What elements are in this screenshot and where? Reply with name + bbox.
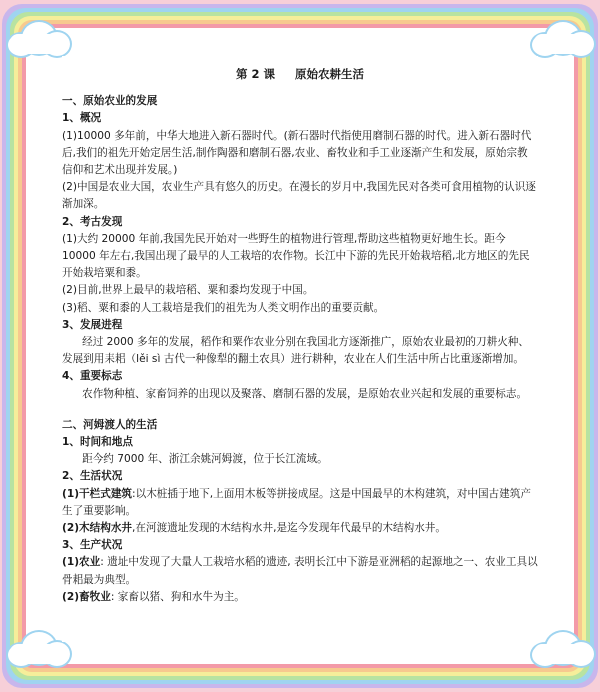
subsection-heading: 1、概况 <box>62 112 102 125</box>
term-text: : 家畜以猪、狗和水牛为主。 <box>110 590 245 603</box>
cloud-decoration-top-left <box>6 20 70 58</box>
paragraph <box>62 589 538 606</box>
term-label: (2)木结构水井 <box>62 522 133 535</box>
paragraph: (2)中国是农业大国，农业生产具有悠久的历史。在漫长的岁月中,我国先民对各类可食用植物的认识逐渐加深。 <box>62 181 536 211</box>
paragraph <box>62 486 538 520</box>
lesson-title <box>62 66 538 83</box>
document-page <box>62 56 538 642</box>
section-heading-2: 二、河姆渡人的生活 <box>62 418 158 431</box>
term-text: : 遗址中发现了大量人工栽培水稻的遗迹, 表明长江中下游是亚洲稻的起源地之一、农业工具以骨耜最为典型。 <box>62 556 538 586</box>
paragraph: 农作物种植、家畜饲养的出现以及聚落、磨制石器的发展，是原始农业兴起和发展的重要标志。 <box>82 387 528 400</box>
cloud-decoration-top-right <box>530 20 594 58</box>
paragraph: (1)10000 多年前，中华大地进入新石器时代。(新石器时代指使用磨制石器的时代。进入新石器时代后,我们的祖先开始定居生活,制作陶器和磨制石器,农业、畜牧业和手工业逐渐产生和发展，原始宗教信仰和艺术出现并发展。) <box>62 129 532 177</box>
term-label: (1)干栏式建筑 <box>62 487 133 500</box>
paragraph <box>62 554 538 588</box>
subsection-heading: 3、发展进程 <box>62 318 123 331</box>
paragraph <box>62 520 538 537</box>
subsection-heading: 2、考古发现 <box>62 215 123 228</box>
section-heading-1: 一、原始农业的发展 <box>62 95 158 108</box>
cloud-decoration-bottom-left <box>6 630 70 668</box>
lesson-number: 第 2 课 <box>235 67 275 81</box>
cloud-decoration-bottom-right <box>530 630 594 668</box>
subsection-heading: 1、时间和地点 <box>62 436 133 449</box>
term-label: (1)农业 <box>62 556 101 569</box>
paragraph: (3)稻、粟和黍的人工栽培是我们的祖先为人类文明作出的重要贡献。 <box>62 301 385 314</box>
term-text: :以木桩插于地下,上面用木板等拼接成屋。这是中国最早的木构建筑，对中国古建筑产生了重要影响。 <box>62 487 531 517</box>
paragraph: (1)大约 20000 年前,我国先民开始对一些野生的植物进行管理,帮助这些植物更好地生长。距今 10000 年左右,我国出现了最早的人工栽培的农作物。长江中下游的先民开始栽培稻,北方地区的先民开始栽培粟和黍。 <box>62 232 530 280</box>
paragraph: 距今约 7000 年、浙江余姚河姆渡，位于长江流域。 <box>82 453 328 466</box>
subsection-heading: 3、生产状况 <box>62 539 123 552</box>
term-text: ,在河渡遗址发现的木结构水井,是迄今发现年代最早的木结构水井。 <box>132 522 446 535</box>
subsection-heading: 4、重要标志 <box>62 370 123 383</box>
lesson-name: 原始农耕生活 <box>295 67 365 81</box>
paragraph: (2)目前,世界上最早的栽培稻、粟和黍均发现于中国。 <box>62 284 314 297</box>
subsection-heading: 2、生活状况 <box>62 470 123 483</box>
term-label: (2)畜牧业 <box>62 590 111 603</box>
paragraph: 经过 2000 多年的发展，稻作和粟作农业分别在我国北方逐渐推广，原始农业最初的刀耕火种、发展到用耒耜（lěi sì 古代一种像犁的翻土农具）进行耕种，农业在人们生活中所占比重逐渐增加。 <box>62 336 529 366</box>
